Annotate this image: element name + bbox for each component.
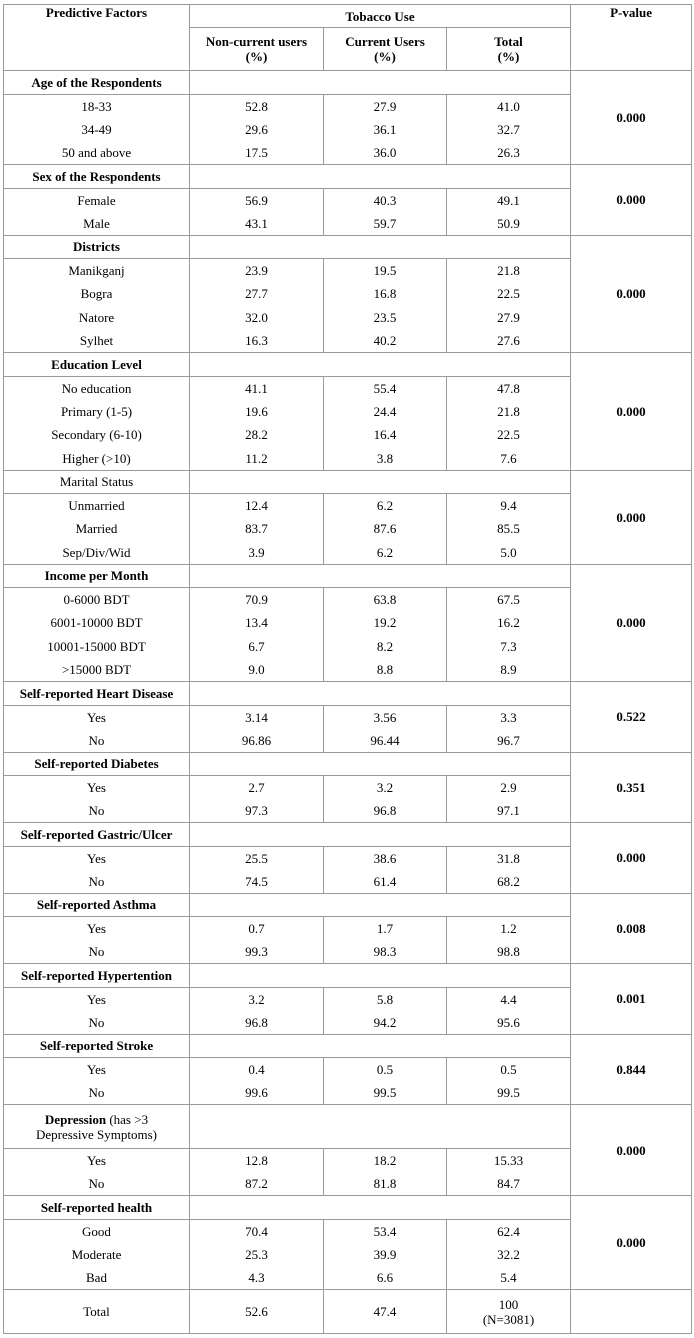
p-value-cell: 0.000 [571, 823, 692, 894]
row-category: Sylhet [4, 329, 190, 353]
row-category: Yes [4, 776, 190, 800]
row-category: 0-6000 BDT [4, 588, 190, 612]
non-current-value: 41.1 [190, 376, 324, 400]
header-current-users-line2: (%) [374, 49, 396, 64]
row-category: 34-49 [4, 118, 190, 142]
group-spacer-cell [190, 165, 571, 189]
row-category: Secondary (6-10) [4, 423, 190, 447]
row-category: No [4, 1081, 190, 1105]
non-current-value: 3.2 [190, 987, 324, 1011]
total-row [4, 1290, 692, 1334]
current-value: 6.2 [324, 541, 447, 565]
total-value: 85.5 [447, 517, 571, 541]
total-value: 98.8 [447, 940, 571, 964]
total-value: 32.2 [447, 1243, 571, 1267]
group-title: Districts [4, 235, 190, 259]
current-value: 3.2 [324, 776, 447, 800]
group-header-row [4, 682, 692, 706]
non-current-value: 12.4 [190, 494, 324, 518]
row-category: No [4, 870, 190, 894]
p-value-cell: 0.000 [571, 235, 692, 353]
current-value: 18.2 [324, 1149, 447, 1173]
p-value-cell: 0.522 [571, 682, 692, 753]
total-value: 67.5 [447, 588, 571, 612]
non-current-value: 16.3 [190, 329, 324, 353]
non-current-value: 3.14 [190, 705, 324, 729]
row-category: No [4, 729, 190, 753]
p-value-cell: 0.001 [571, 964, 692, 1035]
total-value: 0.5 [447, 1058, 571, 1082]
total-value: 2.9 [447, 776, 571, 800]
row-category: Yes [4, 987, 190, 1011]
non-current-value: 99.6 [190, 1081, 324, 1105]
total-value: 31.8 [447, 846, 571, 870]
row-category: No [4, 1011, 190, 1035]
row-category: Good [4, 1219, 190, 1243]
non-current-value: 19.6 [190, 400, 324, 424]
p-value-cell: 0.000 [571, 1196, 692, 1290]
row-category: 10001-15000 BDT [4, 635, 190, 659]
group-header-row [4, 752, 692, 776]
row-category: 6001-10000 BDT [4, 611, 190, 635]
header-non-current-users [190, 28, 324, 71]
total-value: 7.3 [447, 635, 571, 659]
header-row-1 [4, 5, 692, 28]
non-current-value: 17.5 [190, 141, 324, 165]
header-total-line1: Total [494, 34, 523, 49]
row-category: Moderate [4, 1243, 190, 1267]
row-category: 18-33 [4, 94, 190, 118]
total-value: 27.9 [447, 306, 571, 330]
group-header-row [4, 893, 692, 917]
p-value-cell: 0.000 [571, 470, 692, 564]
current-value: 98.3 [324, 940, 447, 964]
total-value: 62.4 [447, 1219, 571, 1243]
total-value: 16.2 [447, 611, 571, 635]
group-header-row [4, 235, 692, 259]
non-current-value: 83.7 [190, 517, 324, 541]
p-value-cell: 0.844 [571, 1034, 692, 1105]
non-current-value: 70.4 [190, 1219, 324, 1243]
total-current-value: 47.4 [324, 1290, 447, 1334]
group-header-row [4, 964, 692, 988]
current-value: 19.5 [324, 259, 447, 283]
group-title: Self-reported health [4, 1196, 190, 1220]
table-body [4, 5, 692, 1334]
group-header-row [4, 823, 692, 847]
group-title: Self-reported Asthma [4, 893, 190, 917]
total-value: 5.0 [447, 541, 571, 565]
group-title [4, 1105, 190, 1149]
group-title-text: Depression [44, 1111, 107, 1127]
row-category: Yes [4, 846, 190, 870]
row-category: 50 and above [4, 141, 190, 165]
group-spacer-cell [190, 823, 571, 847]
group-header-row [4, 1196, 692, 1220]
group-header-row [4, 71, 692, 95]
total-value: 32.7 [447, 118, 571, 142]
current-value: 0.5 [324, 1058, 447, 1082]
total-value: 41.0 [447, 94, 571, 118]
group-title: Income per Month [4, 564, 190, 588]
group-spacer-cell [190, 564, 571, 588]
row-category: Manikganj [4, 259, 190, 283]
p-value-cell: 0.000 [571, 71, 692, 165]
current-value: 36.0 [324, 141, 447, 165]
total-value: 9.4 [447, 494, 571, 518]
current-value: 63.8 [324, 588, 447, 612]
current-value: 81.8 [324, 1172, 447, 1196]
p-value-cell: 0.000 [571, 165, 692, 236]
non-current-value: 70.9 [190, 588, 324, 612]
current-value: 8.2 [324, 635, 447, 659]
non-current-value: 32.0 [190, 306, 324, 330]
current-value: 53.4 [324, 1219, 447, 1243]
total-value: 8.9 [447, 658, 571, 682]
non-current-value: 0.4 [190, 1058, 324, 1082]
total-value: 1.2 [447, 917, 571, 941]
group-header-row [4, 564, 692, 588]
p-value-cell: 0.008 [571, 893, 692, 964]
row-category: Unmarried [4, 494, 190, 518]
group-title-line1 [8, 1112, 185, 1127]
group-title: Self-reported Stroke [4, 1034, 190, 1058]
current-value: 16.8 [324, 282, 447, 306]
row-category: Yes [4, 705, 190, 729]
group-title: Self-reported Gastric/Ulcer [4, 823, 190, 847]
current-value: 23.5 [324, 306, 447, 330]
total-total-line1: 100 [498, 1296, 519, 1312]
current-value: 99.5 [324, 1081, 447, 1105]
total-value: 99.5 [447, 1081, 571, 1105]
group-title-suffix: (has >3 [106, 1111, 149, 1127]
group-title: Self-reported Hypertention [4, 964, 190, 988]
group-title: Age of the Respondents [4, 71, 190, 95]
group-spacer-cell [190, 682, 571, 706]
current-value: 6.6 [324, 1266, 447, 1290]
current-value: 38.6 [324, 846, 447, 870]
row-category: Female [4, 188, 190, 212]
header-current-users [324, 28, 447, 71]
non-current-value: 96.8 [190, 1011, 324, 1035]
non-current-value: 96.86 [190, 729, 324, 753]
total-value: 84.7 [447, 1172, 571, 1196]
group-header-row [4, 470, 692, 494]
header-predictive-factors: Predictive Factors [4, 5, 190, 71]
total-total-line2: (N=3081) [482, 1311, 535, 1327]
p-value-cell: 0.351 [571, 752, 692, 823]
header-non-current-users-line2: (%) [245, 49, 268, 64]
group-title: Marital Status [4, 470, 190, 494]
current-value: 3.8 [324, 447, 447, 471]
non-current-value: 25.5 [190, 846, 324, 870]
row-category: >15000 BDT [4, 658, 190, 682]
header-total [447, 28, 571, 71]
current-value: 55.4 [324, 376, 447, 400]
non-current-value: 2.7 [190, 776, 324, 800]
header-p-value: P-value [571, 5, 692, 71]
non-current-value: 9.0 [190, 658, 324, 682]
group-title: Self-reported Diabetes [4, 752, 190, 776]
p-value-cell: 0.000 [571, 1105, 692, 1196]
total-value: 3.3 [447, 705, 571, 729]
non-current-value: 3.9 [190, 541, 324, 565]
row-category: Natore [4, 306, 190, 330]
group-title: Self-reported Heart Disease [4, 682, 190, 706]
current-value: 5.8 [324, 987, 447, 1011]
total-value: 5.4 [447, 1266, 571, 1290]
total-non-current-value: 52.6 [190, 1290, 324, 1334]
total-value: 27.6 [447, 329, 571, 353]
predictive-factors-table [3, 4, 692, 1334]
non-current-value: 43.1 [190, 212, 324, 236]
current-value: 27.9 [324, 94, 447, 118]
current-value: 40.3 [324, 188, 447, 212]
non-current-value: 97.3 [190, 799, 324, 823]
row-category: No education [4, 376, 190, 400]
current-value: 6.2 [324, 494, 447, 518]
non-current-value: 27.7 [190, 282, 324, 306]
current-value: 24.4 [324, 400, 447, 424]
non-current-value: 74.5 [190, 870, 324, 894]
current-value: 96.8 [324, 799, 447, 823]
row-category: Higher (>10) [4, 447, 190, 471]
non-current-value: 6.7 [190, 635, 324, 659]
row-category: Yes [4, 1058, 190, 1082]
total-value: 15.33 [447, 1149, 571, 1173]
total-value: 47.8 [447, 376, 571, 400]
row-category: Bad [4, 1266, 190, 1290]
total-value: 22.5 [447, 423, 571, 447]
p-value-cell: 0.000 [571, 564, 692, 682]
header-tobacco-use: Tobacco Use [190, 5, 571, 28]
header-non-current-users-line1: Non-current users [205, 34, 308, 49]
total-value: 21.8 [447, 400, 571, 424]
header-current-users-line1: Current Users [345, 34, 425, 49]
group-spacer-cell [190, 235, 571, 259]
total-value: 95.6 [447, 1011, 571, 1035]
non-current-value: 29.6 [190, 118, 324, 142]
row-category: Bogra [4, 282, 190, 306]
non-current-value: 28.2 [190, 423, 324, 447]
row-category: No [4, 799, 190, 823]
non-current-value: 52.8 [190, 94, 324, 118]
current-value: 87.6 [324, 517, 447, 541]
non-current-value: 56.9 [190, 188, 324, 212]
total-value: 7.6 [447, 447, 571, 471]
row-category: No [4, 1172, 190, 1196]
group-title: Sex of the Respondents [4, 165, 190, 189]
group-spacer-cell [190, 353, 571, 377]
total-value: 21.8 [447, 259, 571, 283]
group-spacer-cell [190, 1196, 571, 1220]
total-p-value-empty [571, 1290, 692, 1334]
group-header-row [4, 353, 692, 377]
non-current-value: 13.4 [190, 611, 324, 635]
total-value: 22.5 [447, 282, 571, 306]
non-current-value: 23.9 [190, 259, 324, 283]
current-value: 96.44 [324, 729, 447, 753]
group-spacer-cell [190, 964, 571, 988]
non-current-value: 99.3 [190, 940, 324, 964]
group-spacer-cell [190, 1105, 571, 1149]
row-category: Primary (1-5) [4, 400, 190, 424]
group-spacer-cell [190, 1034, 571, 1058]
current-value: 1.7 [324, 917, 447, 941]
group-spacer-cell [190, 752, 571, 776]
non-current-value: 12.8 [190, 1149, 324, 1173]
group-title-line2: Depressive Symptoms) [36, 1126, 157, 1142]
group-spacer-cell [190, 470, 571, 494]
row-category: No [4, 940, 190, 964]
current-value: 59.7 [324, 212, 447, 236]
non-current-value: 25.3 [190, 1243, 324, 1267]
non-current-value: 11.2 [190, 447, 324, 471]
non-current-value: 87.2 [190, 1172, 324, 1196]
row-category: Male [4, 212, 190, 236]
total-value: 96.7 [447, 729, 571, 753]
current-value: 19.2 [324, 611, 447, 635]
total-value: 4.4 [447, 987, 571, 1011]
current-value: 40.2 [324, 329, 447, 353]
total-value: 68.2 [447, 870, 571, 894]
p-value-cell: 0.000 [571, 353, 692, 471]
group-header-row [4, 1105, 692, 1149]
group-spacer-cell [190, 71, 571, 95]
current-value: 36.1 [324, 118, 447, 142]
total-total-value [447, 1290, 571, 1334]
non-current-value: 0.7 [190, 917, 324, 941]
group-title: Education Level [4, 353, 190, 377]
total-value: 97.1 [447, 799, 571, 823]
row-category: Married [4, 517, 190, 541]
total-value: 26.3 [447, 141, 571, 165]
current-value: 61.4 [324, 870, 447, 894]
current-value: 8.8 [324, 658, 447, 682]
group-header-row [4, 1034, 692, 1058]
row-category: Yes [4, 1149, 190, 1173]
current-value: 16.4 [324, 423, 447, 447]
group-header-row [4, 165, 692, 189]
group-spacer-cell [190, 893, 571, 917]
total-label: Total [4, 1290, 190, 1334]
row-category: Sep/Div/Wid [4, 541, 190, 565]
row-category: Yes [4, 917, 190, 941]
header-total-line2: (%) [497, 49, 520, 64]
current-value: 39.9 [324, 1243, 447, 1267]
current-value: 3.56 [324, 705, 447, 729]
non-current-value: 4.3 [190, 1266, 324, 1290]
total-value: 49.1 [447, 188, 571, 212]
total-value: 50.9 [447, 212, 571, 236]
current-value: 94.2 [324, 1011, 447, 1035]
